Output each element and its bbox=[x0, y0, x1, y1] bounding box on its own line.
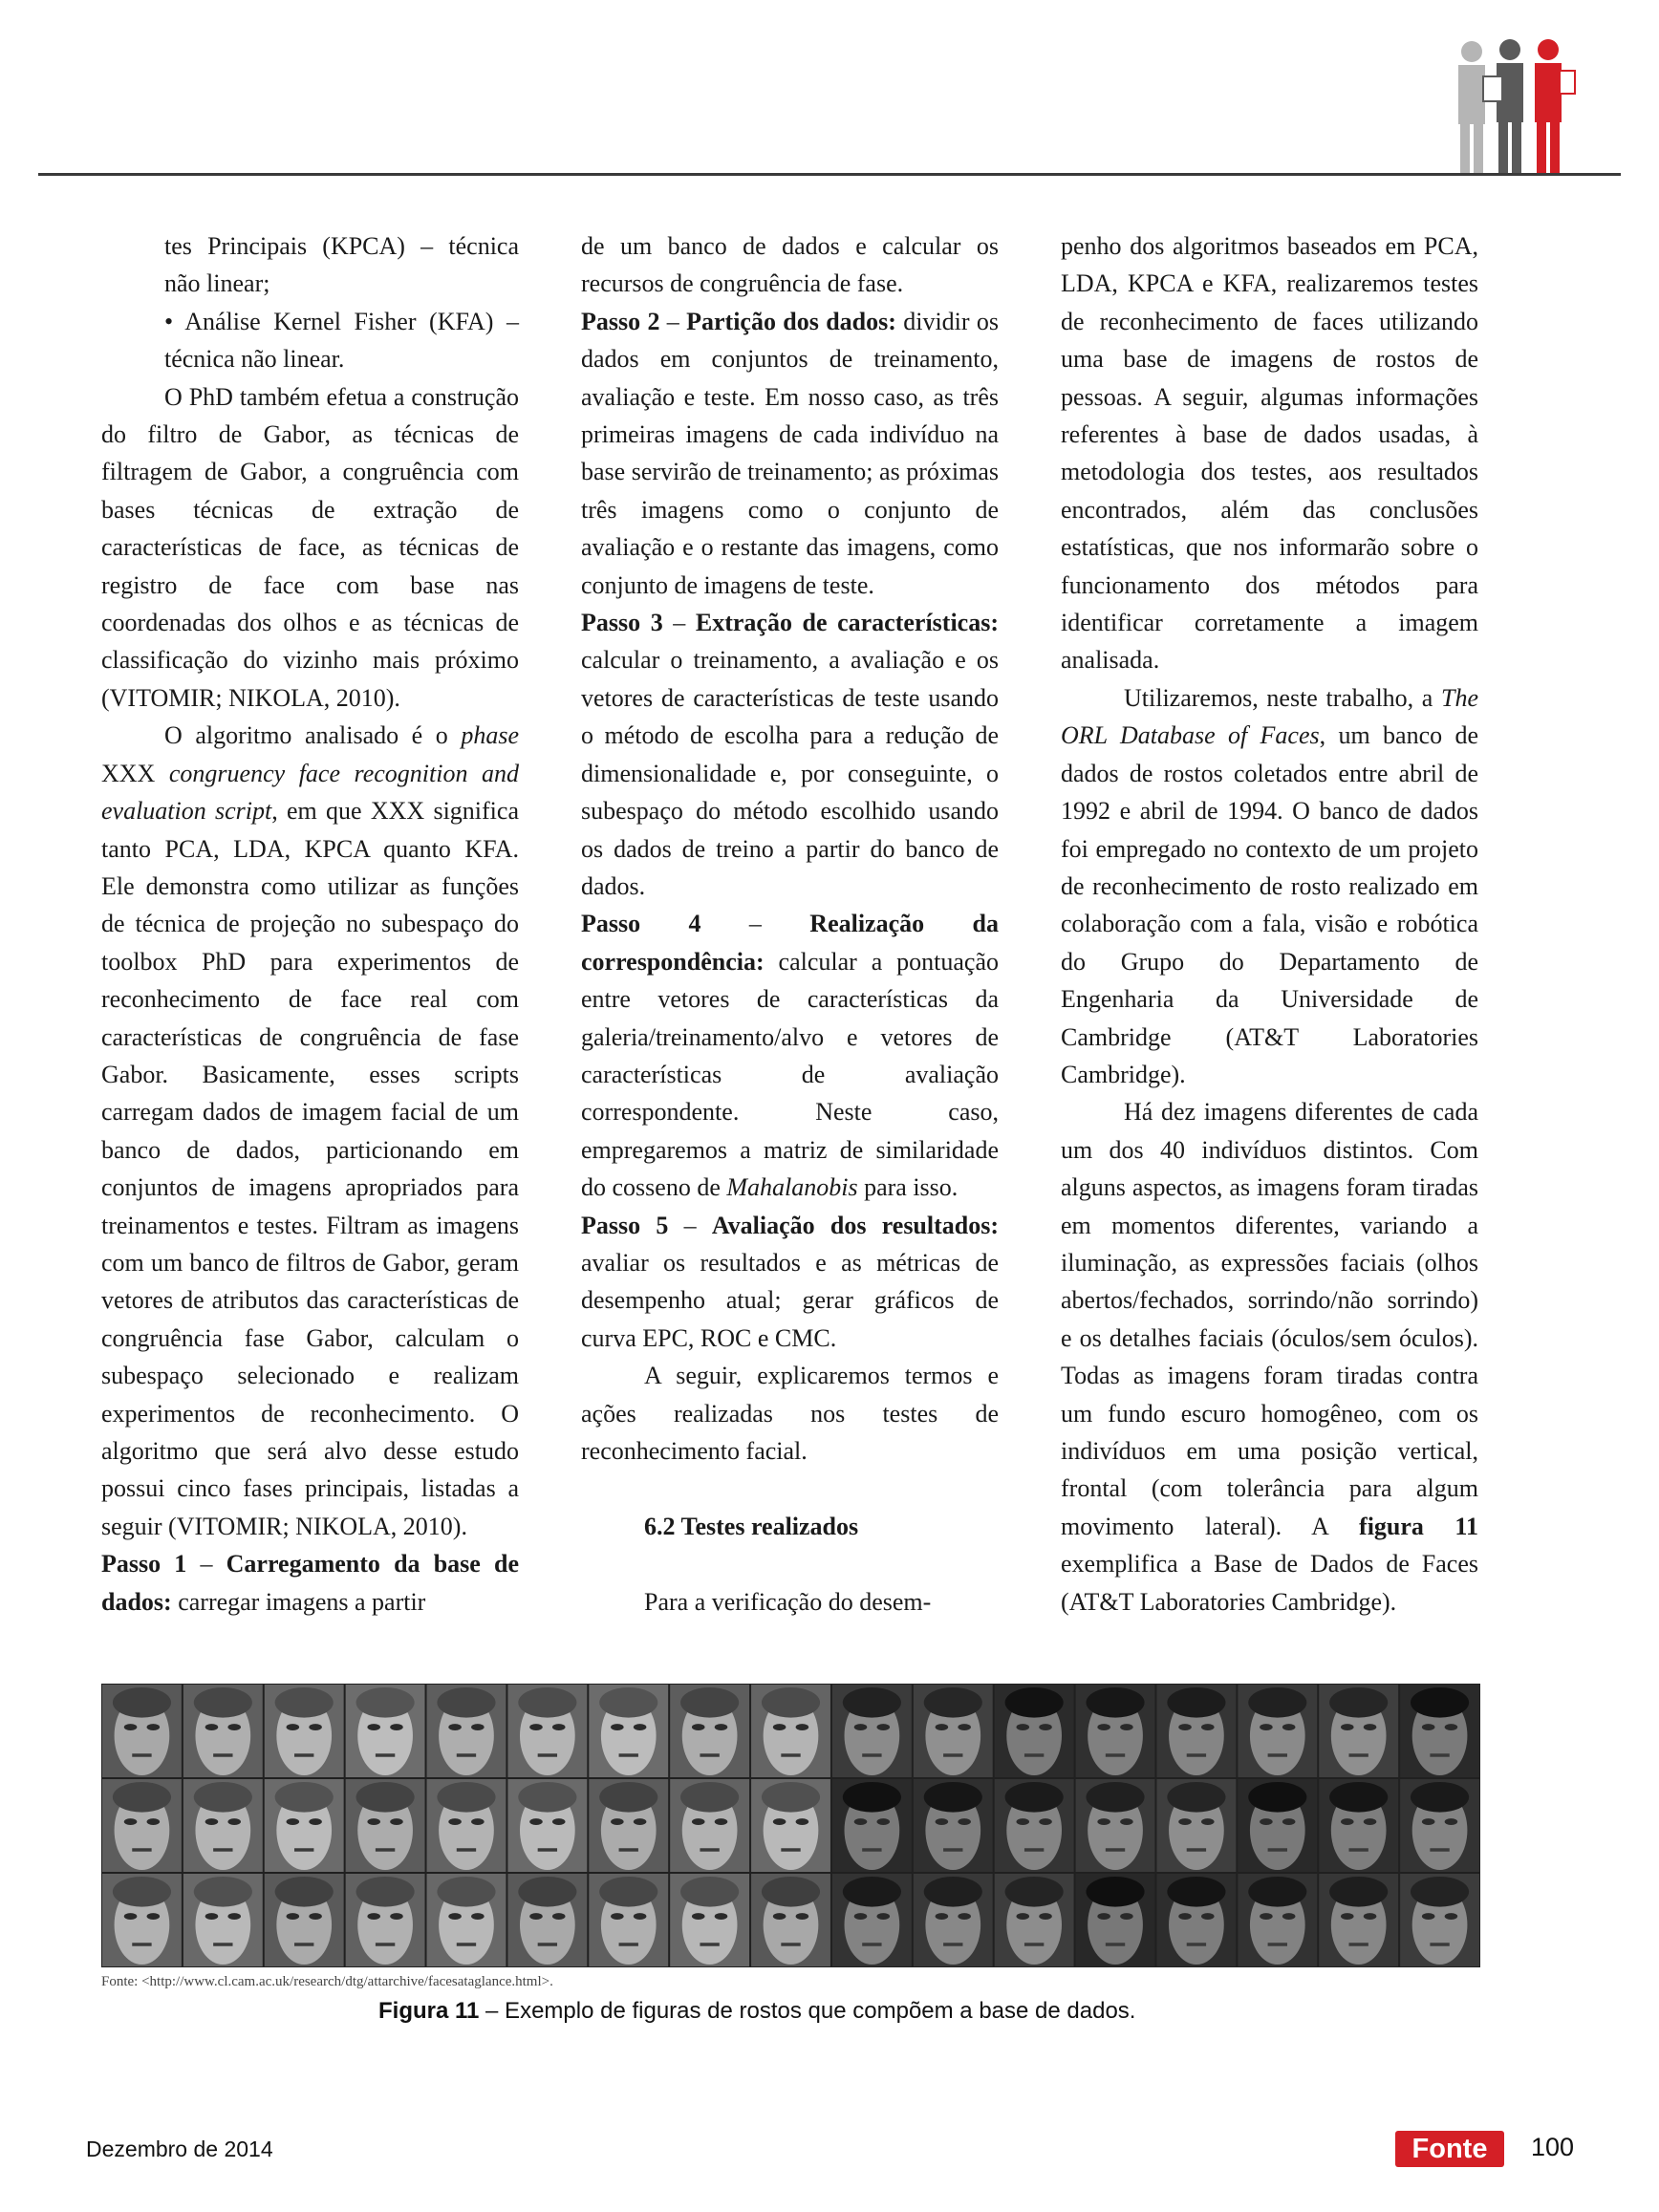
face-photo bbox=[914, 1685, 993, 1777]
face-photo bbox=[832, 1874, 912, 1966]
face-photo bbox=[1319, 1685, 1398, 1777]
paragraph: Para a verificação do desem- bbox=[644, 1587, 932, 1616]
paragraph: tes Principais (KPCA) – técnica não linear; bbox=[164, 232, 519, 298]
face-photo bbox=[670, 1779, 749, 1872]
text-run: Mahalanobis bbox=[726, 1173, 858, 1202]
text-run: Passo 5 bbox=[581, 1211, 669, 1239]
paragraph bbox=[581, 1545, 999, 1582]
text-column-2 bbox=[581, 227, 999, 1621]
text-run: Passo 1 bbox=[101, 1550, 187, 1578]
face-photo bbox=[427, 1685, 506, 1777]
paragraph bbox=[581, 1207, 999, 1358]
face-photo bbox=[670, 1685, 749, 1777]
faces-figure bbox=[101, 1684, 1480, 1967]
text-run: Passo 3 bbox=[581, 609, 663, 637]
face-photo bbox=[427, 1874, 506, 1966]
footer-date: Dezembro de 2014 bbox=[86, 2137, 273, 2161]
paragraph: de um banco de dados e calcular os recursos de congruência de fase. bbox=[581, 232, 999, 298]
face-photo bbox=[346, 1874, 425, 1966]
page-number: 100 bbox=[1531, 2133, 1575, 2161]
text-run: , em que XXX significa tanto PCA, LDA, KPCA quanto KFA. Ele demonstra como utilizar as funções de técnica de projeção no subespaço do toolbox PhD para experimentos de reconhecimento de face real com características de congruência de fase Gabor. Basicamente, esses scripts carregam dados de imagem facial de um banco de dados, particionando em conjuntos de imagens apropriados para treinamentos e testes. Filtram as imagens com um banco de filtros de Gabor, geram vetores de atributos das características de congruência fase Gabor, calculam o subespaço selecionado e realizam experimentos de reconhecimento. O algoritmo que será alvo desse estudo possui cinco fases principais, listadas a seguir (VITOMIR; NIKOLA, 2010). bbox=[101, 797, 519, 1540]
face-photo bbox=[1238, 1685, 1317, 1777]
text-run: XXX bbox=[101, 759, 169, 787]
magazine-logo bbox=[1445, 38, 1579, 174]
text-run: exemplifica a Base de Dados de Faces (AT&T Laboratories Cambridge). bbox=[1061, 1550, 1478, 1616]
text-run: – bbox=[659, 307, 687, 335]
figure-caption-text: – Exemplo de figuras de rostos que compõem a base de dados. bbox=[479, 1998, 1136, 2024]
text-run: Carregamento da base de dados: bbox=[101, 1550, 520, 1616]
face-photo bbox=[995, 1685, 1074, 1777]
footer-brand-logo: Fonte bbox=[1395, 2131, 1504, 2167]
face-photo bbox=[183, 1779, 263, 1872]
face-photo bbox=[832, 1779, 912, 1872]
figure-caption bbox=[378, 1998, 1135, 2025]
text-run: Há dez imagens diferentes de cada um dos 40 indivíduos distintos. Com alguns aspectos, as imagens foram tiradas em momentos diferentes, variando a iluminação, as expressões faciais (olhos abertos/fechados, sorrindo/não sorrindo) e os detalhes faciais (óculos/sem óculos). Todas as imagens foram tiradas contra um fundo escuro homogêneo, com os indivíduos em uma posição vertical, frontal (com tolerância para algum movimento lateral). A bbox=[1061, 1098, 1478, 1540]
paragraph: O PhD também efetua a construção do filtro de Gabor, as técnicas de filtragem de Gabor, a congruência com bases técnicas de extração de características de face, as técnicas de registro de face com base nas coordenadas dos olhos e as técnicas de classificação do vizinho mais próximo (VITOMIR; NIKOLA, 2010). bbox=[101, 382, 519, 712]
text-run: congruency face recognition and evaluation script bbox=[101, 759, 519, 826]
face-photo bbox=[589, 1685, 668, 1777]
text-run: Avaliação dos resultados: bbox=[711, 1211, 1000, 1239]
face-photo bbox=[183, 1874, 263, 1966]
text-run: Partição dos dados: bbox=[686, 307, 896, 335]
face-photo bbox=[1238, 1874, 1317, 1966]
paragraph: A seguir, explicaremos termos e ações realizadas nos testes de reconhecimento facial. bbox=[581, 1362, 999, 1465]
text-run: calcular o treinamento, a avaliação e os vetores de características de teste usando o método de escolha para a redução de dimensionalidade e, por conseguinte, o subespaço do método escolhido usando os dados de treino a partir do banco de dados. bbox=[581, 646, 999, 900]
face-photo bbox=[751, 1779, 830, 1872]
text-run: Utilizaremos, neste trabalho, a bbox=[1124, 683, 1441, 712]
text-run: – bbox=[668, 1211, 712, 1239]
text-run: dividir os dados em conjuntos de treinamento, avaliação e teste. Em nosso caso, as três primeiras imagens de cada indivíduo na base servirão de treinamento; as próximas três imagens como o conjunto de avaliação e o restante das imagens, como conjunto de imagens de teste. bbox=[581, 307, 999, 599]
paragraph: penho dos algoritmos baseados em PCA, LDA, KPCA e KFA, realizaremos testes de reconhecimento de faces utilizando uma base de imagens de rostos de pessoas. A seguir, algumas informações referentes à base de dados usadas, à metodologia dos testes, aos resultados encontrados, além das conclusões estatísticas, que nos informarão sobre o funcionamento dos métodos para identificar corretamente a imagem analisada. bbox=[1061, 232, 1478, 675]
face-photo bbox=[1156, 1685, 1236, 1777]
face-photo bbox=[1400, 1874, 1479, 1966]
paragraph: 6.2 Testes realizados bbox=[644, 1512, 859, 1540]
faces-grid bbox=[101, 1684, 1480, 1967]
text-run: – bbox=[700, 910, 810, 938]
text-run: The ORL Database of Faces bbox=[1061, 683, 1478, 750]
text-run: – bbox=[186, 1550, 226, 1578]
face-photo bbox=[751, 1874, 830, 1966]
face-photo bbox=[507, 1874, 587, 1966]
face-photo bbox=[1156, 1779, 1236, 1872]
face-photo bbox=[1400, 1685, 1479, 1777]
face-photo bbox=[427, 1779, 506, 1872]
face-photo bbox=[1238, 1779, 1317, 1872]
text-run: para isso. bbox=[857, 1173, 959, 1202]
face-photo bbox=[995, 1779, 1074, 1872]
face-photo bbox=[102, 1874, 182, 1966]
face-photo bbox=[589, 1874, 668, 1966]
paragraph bbox=[1061, 1093, 1478, 1621]
face-photo bbox=[102, 1685, 182, 1777]
text-run: avaliar os resultados e as métricas de desempenho atual; gerar gráficos de curva EPC, ROC e CMC. bbox=[581, 1248, 999, 1352]
text-run: Passo 2 bbox=[581, 307, 660, 335]
header-rule bbox=[38, 173, 1621, 176]
face-photo bbox=[265, 1874, 344, 1966]
paragraph: • Análise Kernel Fisher (KFA) – técnica não linear. bbox=[164, 307, 519, 374]
text-run: Passo 4 bbox=[581, 910, 701, 938]
paragraph bbox=[101, 717, 519, 1545]
face-photo bbox=[346, 1685, 425, 1777]
face-photo bbox=[995, 1874, 1074, 1966]
face-photo bbox=[102, 1779, 182, 1872]
text-run: phase bbox=[461, 721, 519, 750]
face-photo bbox=[1076, 1685, 1155, 1777]
face-photo bbox=[1319, 1874, 1398, 1966]
face-photo bbox=[670, 1874, 749, 1966]
paragraph bbox=[581, 1470, 999, 1507]
text-run: Realização da correspondência: bbox=[581, 910, 999, 976]
text-run: calcular a pontuação entre vetores de características da galeria/treinamento/alvo e vetores de características de avaliação correspondente. Neste caso, empregaremos a matriz de similaridade do cosseno de bbox=[581, 947, 999, 1202]
face-photo bbox=[1076, 1874, 1155, 1966]
face-photo bbox=[507, 1779, 587, 1872]
face-photo bbox=[507, 1685, 587, 1777]
face-photo bbox=[914, 1874, 993, 1966]
figure-source: Fonte: <http://www.cl.cam.ac.uk/research/dtg/attarchive/facesataglance.html>. bbox=[101, 1974, 553, 1989]
face-photo bbox=[1400, 1779, 1479, 1872]
face-photo bbox=[346, 1779, 425, 1872]
paragraph bbox=[101, 1545, 519, 1621]
text-run: figura 11 bbox=[1359, 1512, 1479, 1540]
text-column-1 bbox=[101, 227, 519, 1621]
paragraph bbox=[1061, 679, 1478, 1093]
face-photo bbox=[1076, 1779, 1155, 1872]
figure-caption-label: Figura 11 bbox=[378, 1998, 480, 2024]
paragraph bbox=[581, 604, 999, 905]
text-column-3 bbox=[1061, 227, 1478, 1621]
text-run: – bbox=[662, 609, 696, 637]
face-photo bbox=[183, 1685, 263, 1777]
face-photo bbox=[265, 1685, 344, 1777]
text-run: Extração de características: bbox=[695, 609, 999, 637]
paragraph bbox=[581, 303, 999, 604]
face-photo bbox=[589, 1779, 668, 1872]
face-photo bbox=[832, 1685, 912, 1777]
face-photo bbox=[265, 1779, 344, 1872]
face-photo bbox=[751, 1685, 830, 1777]
face-photo bbox=[1319, 1779, 1398, 1872]
paragraph bbox=[581, 905, 999, 1206]
text-run: carregar imagens a partir bbox=[171, 1587, 426, 1616]
face-photo bbox=[1156, 1874, 1236, 1966]
face-photo bbox=[914, 1779, 993, 1872]
text-run: O algoritmo analisado é o bbox=[164, 721, 462, 750]
text-run: , um banco de dados de rostos coletados entre abril de 1992 e abril de 1994. O banco de dados foi empregado no contexto de um projeto de reconhecimento de rosto realizado em colaboração com a fala, visão e robótica do Grupo do Departamento de Engenharia da Universidade de Cambridge (AT&T Laboratories Cambridge). bbox=[1061, 721, 1479, 1088]
